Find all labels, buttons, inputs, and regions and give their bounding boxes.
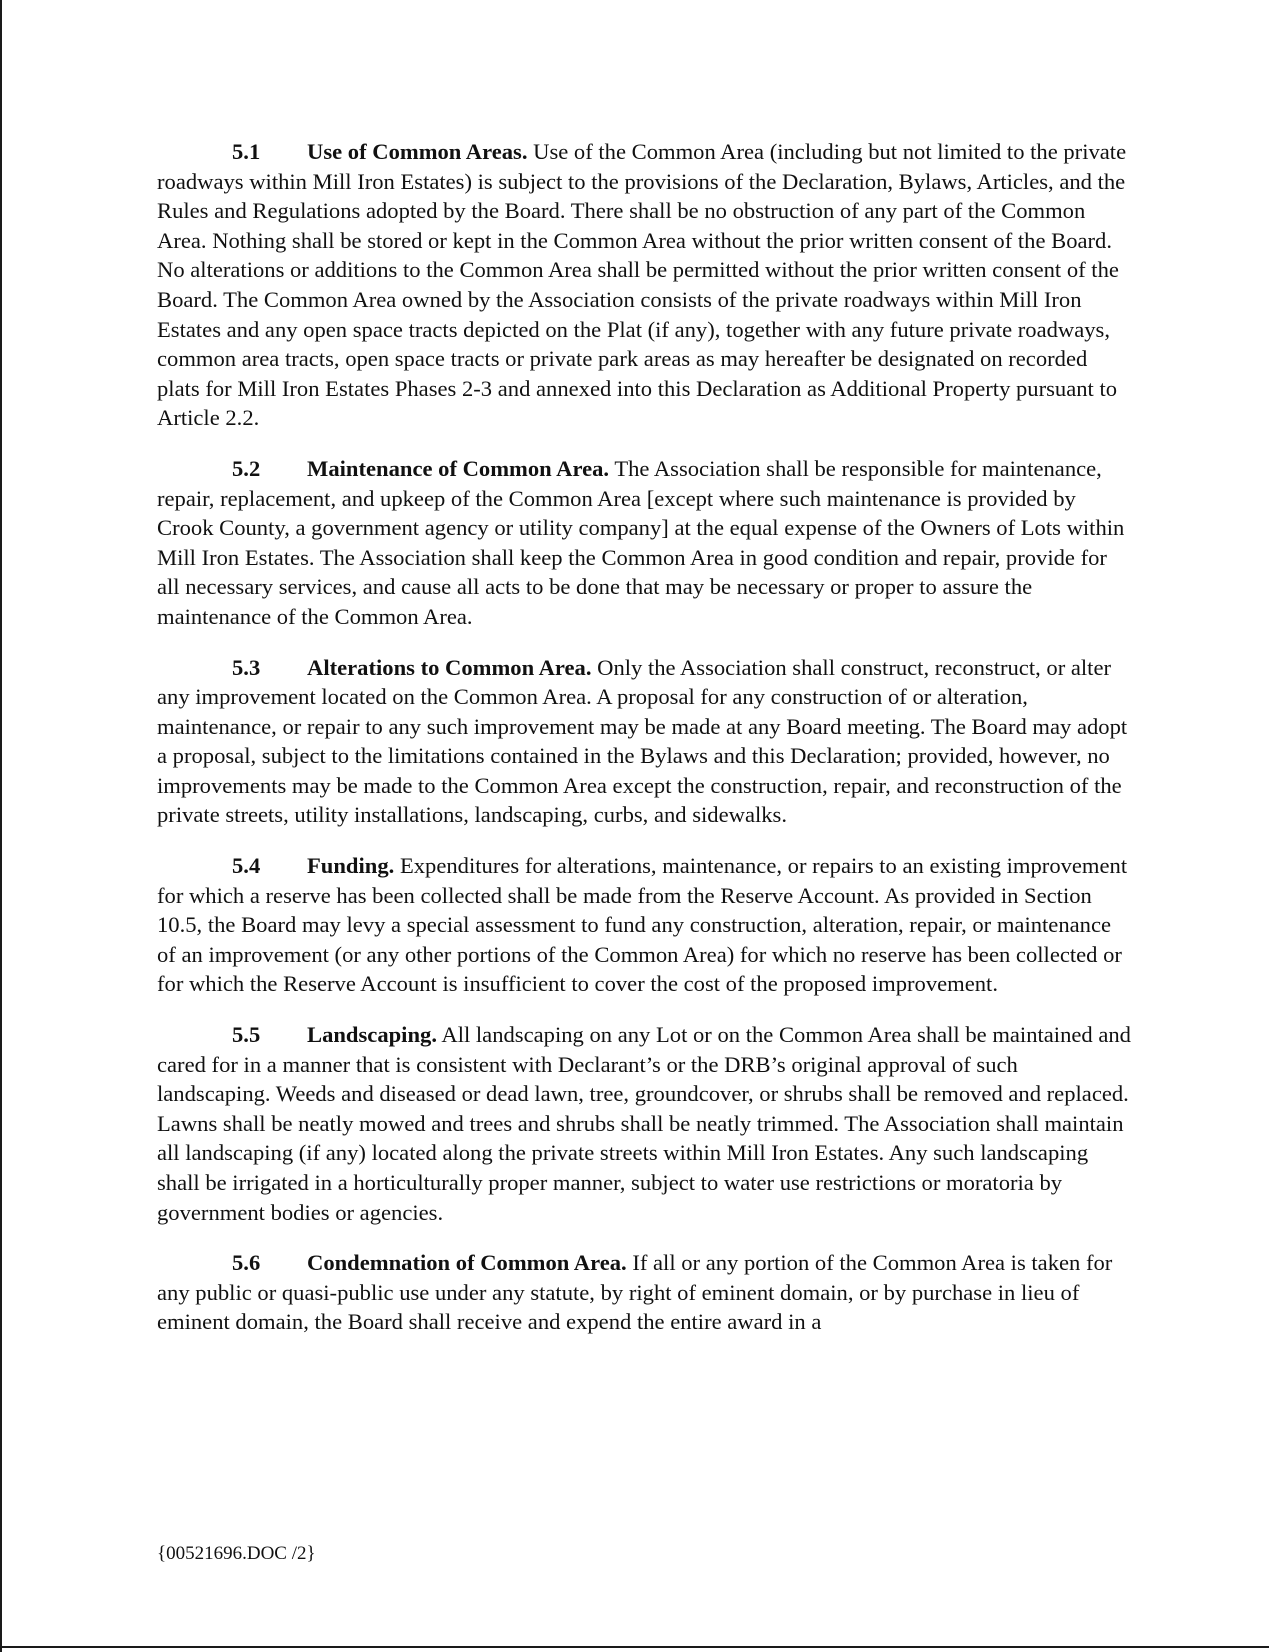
- section-number: 5.5: [232, 1022, 261, 1048]
- section-title: Landscaping.: [307, 1022, 437, 1048]
- scan-edge-left: [0, 0, 2, 1652]
- section-5-4: [157, 851, 1132, 999]
- section-number: 5.1: [232, 139, 261, 164]
- section-number: 5.2: [232, 455, 261, 481]
- section-number: 5.4: [232, 853, 261, 879]
- section-5-6: [157, 1248, 1132, 1337]
- section-body: Expenditures for alterations, maintenance, or repairs to an existing improvement for which a reserve has been collected shall be made from the Reserve Account. As provided in Section 10.5, the Board may levy a special assessment to fund any construction, alteration, repair, or maintenance of an improvement (or any other portions of the Common Area) for which no reserve has been collected or for which the Reserve Account is insufficient to cover the cost of the proposed improvement.: [157, 853, 1128, 997]
- scan-edge-bottom: [0, 1646, 1269, 1648]
- section-number: 5.3: [232, 654, 261, 680]
- document-page: [157, 137, 1132, 1358]
- section-5-2: [157, 454, 1132, 632]
- section-body: All landscaping on any Lot or on the Common Area shall be maintained and cared for in a manner that is consistent with Declarant’s or the DRB’s original approval of such landscaping. Weeds and diseased or dead lawn, tree, groundcover, or shrubs shall be removed and replaced. Lawns shall be neatly mowed and trees and shrubs shall be neatly trimmed. The Association shall maintain all landscaping (if any) located along the private streets within Mill Iron Estates. Any such landscaping shall be irrigated in a horticulturally proper manner, subject to water use restrictions or moratoria by government bodies or agencies.: [157, 1022, 1131, 1225]
- section-body: Only the Association shall construct, reconstruct, or alter any improvement located on the Common Area. A proposal for any construction of or alteration, maintenance, or repair to any such improvement may be made at any Board meeting. The Board may adopt a proposal, subject to the limitations contained in the Bylaws and this Declaration; provided, however, no improvements may be made to the Common Area except the construction, repair, and reconstruction of the private streets, utility installations, landscaping, curbs, and sidewalks.: [157, 654, 1128, 828]
- section-title: Maintenance of Common Area.: [307, 455, 610, 481]
- section-title: Alterations to Common Area.: [307, 654, 592, 680]
- section-body: The Association shall be responsible for maintenance, repair, replacement, and upkeep of the Common Area [except where such maintenance is provided by Crook County, a government agency or utility company] at the equal expense of the Owners of Lots within Mill Iron Estates. The Association shall keep the Common Area in good condition and repair, provide for all necessary services, and cause all acts to be done that may be necessary or proper to assure the maintenance of the Common Area.: [157, 455, 1125, 629]
- section-5-5: [157, 1020, 1132, 1227]
- section-title: Condemnation of Common Area.: [307, 1250, 627, 1276]
- section-5-3: [157, 653, 1132, 831]
- section-title: Use of Common Areas.: [307, 139, 528, 164]
- section-body: If all or any portion of the Common Area is taken for any public or quasi-public use under any statute, by right of eminent domain, or by purchase in lieu of eminent domain, the Board shall receive and expend the entire award in a: [157, 1250, 1113, 1335]
- footer-doc-ref: {00521696.DOC /2}: [157, 1543, 316, 1564]
- section-body: Use of the Common Area (including but not limited to the private roadways within Mill Iron Estates) is subject to the provisions of the Declaration, Bylaws, Articles, and the Rules and Regulations adopted by the Board. There shall be no obstruction of any part of the Common Area. Nothing shall be stored or kept in the Common Area without the prior written consent of the Board. No alterations or additions to the Common Area shall be permitted without the prior written consent of the Board. The Common Area owned by the Association consists of the private roadways within Mill Iron Estates and any open space tracts depicted on the Plat (if any), together with any future private roadways, common area tracts, open space tracts or private park areas as may hereafter be designated on recorded plats for Mill Iron Estates Phases 2-3 and annexed into this Declaration as Additional Property pursuant to Article 2.2.: [157, 139, 1127, 431]
- section-title: Funding.: [307, 853, 395, 879]
- section-number: 5.6: [232, 1250, 261, 1276]
- section-5-1: [157, 137, 1132, 433]
